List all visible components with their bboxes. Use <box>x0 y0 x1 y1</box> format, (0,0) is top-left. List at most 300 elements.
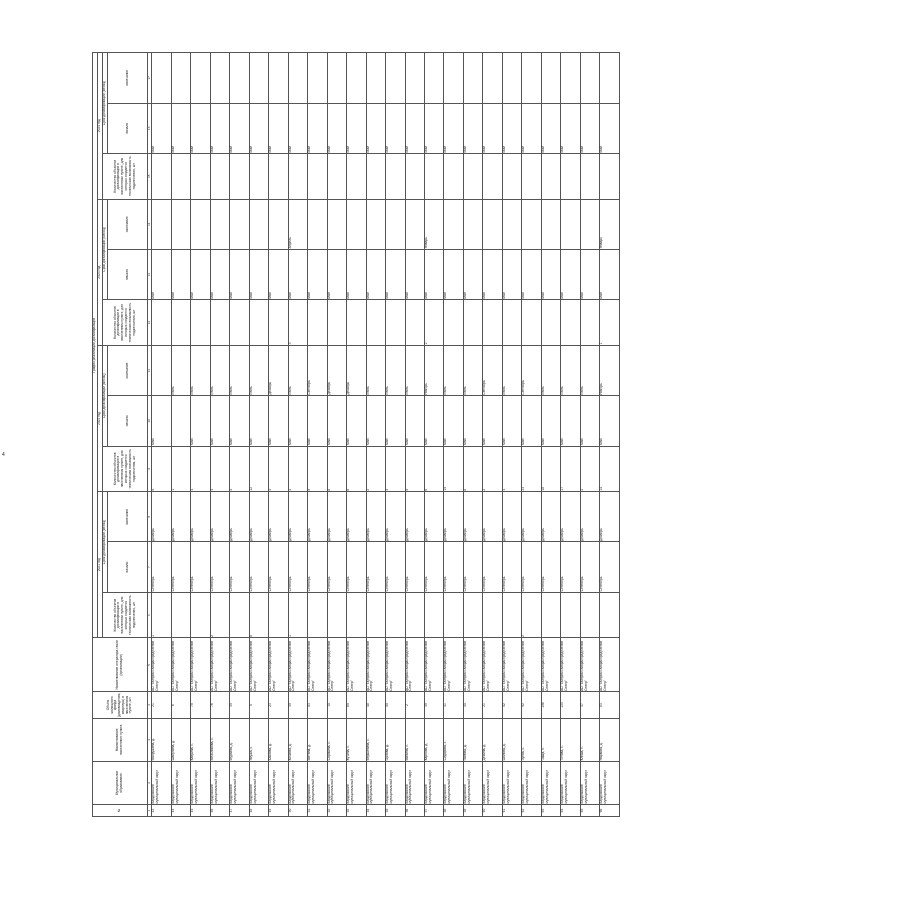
count-2023-cell <box>502 300 521 346</box>
table-row <box>171 53 190 817</box>
end-2023-cell: Январь <box>600 199 620 249</box>
end-2022-cell: Ноябрь <box>424 345 443 395</box>
count-2024-cell <box>288 153 307 199</box>
end-2022-cell: Июнь <box>210 345 229 395</box>
operator-cell: АО "Газпром газораспределение Север" <box>405 638 424 692</box>
count-2023-cell <box>386 300 405 346</box>
count-2024-cell <box>424 153 443 199</box>
operator-cell: АО "Газпром газораспределение Север" <box>327 638 346 692</box>
count-2021-cell <box>405 592 424 638</box>
housing-volume-cell: 30 <box>288 692 307 718</box>
start-2023-cell: Май <box>600 249 620 299</box>
start-2024-cell: Май <box>386 103 405 153</box>
start-2022-cell: Май <box>288 396 307 446</box>
start-2024-cell: Май <box>171 103 190 153</box>
count-2024-cell <box>386 153 405 199</box>
table-row <box>347 53 366 817</box>
housing-volume-cell: 45 <box>463 692 482 718</box>
start-2021-cell: Сентябрь <box>230 542 249 592</box>
count-2021-cell <box>366 592 385 638</box>
count-2022-cell: 8 <box>463 446 482 492</box>
settlement-cell: Баскова, д. <box>269 718 288 761</box>
count-2024-cell <box>269 153 288 199</box>
housing-volume-cell: 55 <box>386 692 405 718</box>
start-2022-cell: Май <box>366 396 385 446</box>
end-2024-cell <box>502 53 521 104</box>
row-number-cell: 43 <box>152 805 171 817</box>
end-2022-cell: Сентябрь <box>522 345 541 395</box>
header-count-2021: Количество объектов догазификации в населенном пункте, для которых создается техническая возможность подключения, шт <box>103 592 148 638</box>
housing-volume-cell: 30 <box>230 692 249 718</box>
start-2024-cell: Май <box>541 103 560 153</box>
end-2022-cell: Сентябрь <box>308 345 327 395</box>
end-2021-cell: Декабрь <box>405 492 424 542</box>
end-2021-cell: Декабрь <box>424 492 443 542</box>
end-2022-cell: Сентябрь <box>483 345 502 395</box>
end-2024-cell <box>444 53 463 104</box>
operator-cell: АО "Газпром газораспределение Север" <box>483 638 502 692</box>
operator-cell: АО "Газпром газораспределение Север" <box>288 638 307 692</box>
start-2023-cell: Май <box>191 249 210 299</box>
settlement-cell: Шилова, д. <box>502 718 521 761</box>
row-number-cell: 50 <box>288 805 307 817</box>
row-number-cell: 63 <box>541 805 560 817</box>
column-number: 5 <box>148 638 152 692</box>
count-2023-cell <box>230 300 249 346</box>
header-year-2023: 2023 год <box>98 199 103 345</box>
housing-volume-cell: 41 <box>444 692 463 718</box>
table-body <box>152 53 620 817</box>
end-2022-cell: Июнь <box>249 345 268 395</box>
end-2023-cell <box>366 199 385 249</box>
start-2022-cell: Май <box>424 396 443 446</box>
municipality-cell: Бердюжский муниципальный округ <box>191 761 210 804</box>
count-2023-cell <box>191 300 210 346</box>
end-2024-cell <box>483 53 502 104</box>
start-2022-cell: Май <box>152 396 171 446</box>
row-number-cell: 55 <box>386 805 405 817</box>
start-2023-cell: Май <box>541 249 560 299</box>
municipality-cell: Бердюжский муниципальный округ <box>366 761 385 804</box>
count-2021-cell <box>308 592 327 638</box>
start-2024-cell: Май <box>600 103 620 153</box>
count-2023-cell <box>308 300 327 346</box>
end-2022-cell: Декабрь <box>269 345 288 395</box>
count-2022-cell: 5 <box>405 446 424 492</box>
operator-cell: АО "Газпром газораспределение Север" <box>541 638 560 692</box>
start-2021-cell: Сентябрь <box>444 542 463 592</box>
end-2024-cell <box>366 53 385 104</box>
row-number-cell: 66 <box>600 805 620 817</box>
count-2023-cell <box>171 300 190 346</box>
header-period-2021: Срок догазификации (месяц) <box>103 492 108 593</box>
start-2023-cell: Май <box>288 249 307 299</box>
start-2021-cell: Сентябрь <box>210 542 229 592</box>
end-2022-cell: Июнь <box>405 345 424 395</box>
count-2021-cell <box>463 592 482 638</box>
start-2023-cell: Май <box>561 249 580 299</box>
operator-cell: АО "Газпром газораспределение Север" <box>522 638 541 692</box>
end-2021-cell: Декабрь <box>444 492 463 542</box>
end-2022-cell: Июнь <box>366 345 385 395</box>
settlement-cell: Мокрушина, д. <box>152 718 171 761</box>
municipality-cell: Бердюжский муниципальный округ <box>288 761 307 804</box>
start-2022-cell: Май <box>269 396 288 446</box>
count-2024-cell <box>600 153 620 199</box>
start-2021-cell: Сентябрь <box>386 542 405 592</box>
count-2024-cell <box>580 153 599 199</box>
start-2022-cell: Май <box>522 396 541 446</box>
column-number: 10 <box>148 396 152 446</box>
settlement-cell: Кочкова, д. <box>288 718 307 761</box>
column-number: 1 <box>148 805 152 817</box>
end-2022-cell: Июнь <box>230 345 249 395</box>
end-2021-cell: Декабрь <box>269 492 288 542</box>
end-2022-cell: Июнь <box>386 345 405 395</box>
count-2023-cell <box>249 300 268 346</box>
start-2021-cell: Сентябрь <box>405 542 424 592</box>
start-2024-cell: Май <box>152 103 171 153</box>
table-row <box>444 53 463 817</box>
row-number-cell: 59 <box>463 805 482 817</box>
count-2022-cell: 15 <box>444 446 463 492</box>
count-2023-cell: 2 <box>424 300 443 346</box>
municipality-cell: Бердюжский муниципальный округ <box>522 761 541 804</box>
start-2023-cell: Май <box>347 249 366 299</box>
start-2023-cell: Май <box>269 249 288 299</box>
end-2021-cell: Декабрь <box>580 492 599 542</box>
start-2024-cell: Май <box>191 103 210 153</box>
table-row <box>580 53 599 817</box>
end-2021-cell: Декабрь <box>152 492 171 542</box>
end-2024-cell <box>230 53 249 104</box>
count-2021-cell <box>171 592 190 638</box>
housing-volume-cell: 79 <box>191 692 210 718</box>
municipality-cell: Бердюжский муниципальный округ <box>502 761 521 804</box>
header-start-2023: начало <box>108 249 148 299</box>
end-2024-cell <box>561 53 580 104</box>
housing-volume-cell: 21 <box>152 692 171 718</box>
row-number-cell: 45 <box>191 805 210 817</box>
end-2021-cell: Декабрь <box>386 492 405 542</box>
start-2024-cell: Май <box>308 103 327 153</box>
start-2024-cell: Май <box>347 103 366 153</box>
end-2023-cell <box>522 199 541 249</box>
end-2024-cell <box>210 53 229 104</box>
start-2021-cell: Сентябрь <box>522 542 541 592</box>
start-2024-cell: Май <box>483 103 502 153</box>
header-start-2021: начало <box>108 542 148 592</box>
settlement-cell: Якуша, с. <box>249 718 268 761</box>
table-row <box>424 53 443 817</box>
count-2022-cell: 23 <box>522 446 541 492</box>
end-2021-cell: Декабрь <box>483 492 502 542</box>
end-2024-cell <box>541 53 560 104</box>
municipality-cell: Бердюжский муниципальный округ <box>210 761 229 804</box>
end-2024-cell <box>600 53 620 104</box>
end-2022-cell: Июнь <box>191 345 210 395</box>
start-2023-cell: Май <box>171 249 190 299</box>
end-2023-cell <box>463 199 482 249</box>
end-2024-cell <box>327 53 346 104</box>
row-number-cell: 47 <box>230 805 249 817</box>
operator-cell: АО "Газпром газораспределение Север" <box>269 638 288 692</box>
start-2024-cell: Май <box>561 103 580 153</box>
end-2023-cell <box>541 199 560 249</box>
start-2021-cell: Сентябрь <box>327 542 346 592</box>
end-2024-cell <box>424 53 443 104</box>
row-number-cell: 56 <box>405 805 424 817</box>
table-row <box>152 53 171 817</box>
end-2021-cell: Декабрь <box>308 492 327 542</box>
row-number-cell: 54 <box>366 805 385 817</box>
start-2022-cell: Май <box>444 396 463 446</box>
count-2024-cell <box>444 153 463 199</box>
start-2023-cell: Май <box>308 249 327 299</box>
column-number: 17 <box>148 53 152 104</box>
end-2023-cell <box>191 199 210 249</box>
header-volume: Объём жилищного фонда (домовладения, квартиры) в населенном пункте, шт. <box>93 692 148 718</box>
end-2021-cell: Декабрь <box>502 492 521 542</box>
operator-cell: АО "Газпром газораспределение Север" <box>366 638 385 692</box>
start-2021-cell: Сентябрь <box>347 542 366 592</box>
end-2023-cell <box>502 199 521 249</box>
count-2021-cell <box>386 592 405 638</box>
end-2024-cell <box>171 53 190 104</box>
municipality-cell: Бердюжский муниципальный округ <box>561 761 580 804</box>
start-2022-cell: Май <box>230 396 249 446</box>
count-2023-cell <box>152 300 171 346</box>
start-2022-cell: Май <box>561 396 580 446</box>
end-2021-cell: Декабрь <box>463 492 482 542</box>
row-number-cell: 61 <box>502 805 521 817</box>
count-2022-cell: 8 <box>347 446 366 492</box>
start-2024-cell: Май <box>463 103 482 153</box>
municipality-cell: Бердюжский муниципальный округ <box>386 761 405 804</box>
municipality-cell: Бердюжский муниципальный округ <box>600 761 620 804</box>
end-2023-cell: Январь <box>424 199 443 249</box>
count-2024-cell <box>327 153 346 199</box>
end-2021-cell: Декабрь <box>171 492 190 542</box>
end-2021-cell: Декабрь <box>522 492 541 542</box>
start-2022-cell: Май <box>541 396 560 446</box>
start-2022-cell: Май <box>249 396 268 446</box>
column-number: 2 <box>148 761 152 804</box>
header-operator: Наименование оператора связи (организации) <box>93 638 148 692</box>
housing-volume-cell: 52 <box>502 692 521 718</box>
start-2021-cell: Сентябрь <box>580 542 599 592</box>
housing-volume-cell: 60 <box>347 692 366 718</box>
count-2021-cell <box>444 592 463 638</box>
start-2024-cell: Май <box>522 103 541 153</box>
start-2022-cell: Май <box>483 396 502 446</box>
start-2023-cell: Май <box>405 249 424 299</box>
start-2022-cell: Май <box>463 396 482 446</box>
start-2022-cell: Май <box>386 396 405 446</box>
row-number-cell: 60 <box>483 805 502 817</box>
housing-volume-cell: 2 <box>405 692 424 718</box>
header-year-2022: 2022 год <box>98 345 103 491</box>
row-number-cell: 49 <box>269 805 288 817</box>
column-number: 11 <box>148 345 152 395</box>
count-2021-cell <box>561 592 580 638</box>
count-2022-cell: 14 <box>600 446 620 492</box>
start-2021-cell: Сентябрь <box>171 542 190 592</box>
header-period-2022: Срок догазификации (месяц) <box>103 345 108 446</box>
column-number: 7 <box>148 542 152 592</box>
count-2024-cell <box>405 153 424 199</box>
operator-cell: АО "Газпром газораспределение Север" <box>561 638 580 692</box>
start-2021-cell: Сентябрь <box>424 542 443 592</box>
end-2021-cell: Декабрь <box>561 492 580 542</box>
settlement-cell: Минина, с. <box>405 718 424 761</box>
end-2023-cell <box>230 199 249 249</box>
municipality-cell: Бердюжский муниципальный округ <box>152 761 171 804</box>
start-2021-cell: Сентябрь <box>152 542 171 592</box>
count-2022-cell: 8 <box>327 446 346 492</box>
municipality-cell: Бердюжский муниципальный округ <box>171 761 190 804</box>
count-2024-cell <box>347 153 366 199</box>
settlement-cell: Митина, д. <box>308 718 327 761</box>
operator-cell: АО "Газпром газораспределение Север" <box>580 638 599 692</box>
header-end-2023: окончание <box>108 199 148 249</box>
municipality-cell: Бердюжский муниципальный округ <box>308 761 327 804</box>
column-number: 6 <box>148 592 152 638</box>
operator-cell: АО "Газпром газораспределение Север" <box>152 638 171 692</box>
end-2023-cell <box>561 199 580 249</box>
count-2022-cell: 12 <box>249 446 268 492</box>
count-2024-cell <box>191 153 210 199</box>
count-2024-cell <box>152 153 171 199</box>
end-2021-cell: Декабрь <box>327 492 346 542</box>
column-number: 9 <box>148 446 152 492</box>
start-2024-cell: Май <box>210 103 229 153</box>
start-2021-cell: Сентябрь <box>541 542 560 592</box>
municipality-cell: Бердюжский муниципальный округ <box>483 761 502 804</box>
end-2022-cell: Июнь <box>463 345 482 395</box>
end-2023-cell <box>386 199 405 249</box>
end-2022-cell: Июнь <box>502 345 521 395</box>
start-2023-cell: Май <box>249 249 268 299</box>
count-2024-cell <box>483 153 502 199</box>
start-2023-cell: Май <box>502 249 521 299</box>
table-row <box>541 53 560 817</box>
header-start-2022: начало <box>108 396 148 446</box>
table-row <box>405 53 424 817</box>
housing-volume-cell: 92 <box>522 692 541 718</box>
end-2023-cell <box>405 199 424 249</box>
table-row <box>561 53 580 817</box>
start-2024-cell: Май <box>502 103 521 153</box>
end-2021-cell: Декабрь <box>600 492 620 542</box>
end-2023-cell <box>327 199 346 249</box>
count-2023-cell <box>580 300 599 346</box>
start-2024-cell: Май <box>288 103 307 153</box>
table-header <box>93 53 152 817</box>
end-2024-cell <box>191 53 210 104</box>
column-number: 13 <box>148 249 152 299</box>
operator-cell: АО "Газпром газораспределение Север" <box>191 638 210 692</box>
end-2021-cell: Декабрь <box>249 492 268 542</box>
settlement-cell: Кучина, с. <box>347 718 366 761</box>
count-2022-cell: 4 <box>288 446 307 492</box>
row-number-cell: 44 <box>171 805 190 817</box>
start-2023-cell: Май <box>366 249 385 299</box>
count-2022-cell: 1 <box>171 446 190 492</box>
column-number: 14 <box>148 199 152 249</box>
count-2021-cell <box>424 592 443 638</box>
settlement-cell: Каврина, с. <box>191 718 210 761</box>
end-2023-cell <box>269 199 288 249</box>
start-2023-cell: Май <box>424 249 443 299</box>
count-2023-cell: 1 <box>600 300 620 346</box>
count-2023-cell <box>366 300 385 346</box>
count-2024-cell <box>502 153 521 199</box>
table-row <box>483 53 502 817</box>
housing-volume-cell: 76 <box>210 692 229 718</box>
count-2022-cell: 2 <box>580 446 599 492</box>
housing-volume-cell: 37 <box>580 692 599 718</box>
municipality-cell: Бердюжский муниципальный округ <box>230 761 249 804</box>
start-2023-cell: Май <box>483 249 502 299</box>
operator-cell: АО "Газпром газораспределение Север" <box>347 638 366 692</box>
count-2024-cell <box>249 153 268 199</box>
table-row <box>230 53 249 817</box>
end-2022-cell <box>152 345 171 395</box>
header-municipality: Муниципальное образование <box>93 761 148 804</box>
operator-cell: АО "Газпром газораспределение Север" <box>463 638 482 692</box>
end-2021-cell: Декабрь <box>230 492 249 542</box>
table-row <box>522 53 541 817</box>
count-2022-cell: 6 <box>424 446 443 492</box>
operator-cell: АО "Газпром газораспределение Север" <box>600 638 620 692</box>
operator-cell: АО "Газпром газораспределение Север" <box>502 638 521 692</box>
count-2021-cell: 1 <box>288 592 307 638</box>
start-2023-cell: Май <box>386 249 405 299</box>
operator-cell: АО "Газпром газораспределение Север" <box>249 638 268 692</box>
start-2023-cell: Май <box>463 249 482 299</box>
count-2023-cell <box>444 300 463 346</box>
housing-volume-cell: 83 <box>308 692 327 718</box>
start-2023-cell: Май <box>152 249 171 299</box>
municipality-cell: Бердюжский муниципальный округ <box>580 761 599 804</box>
count-2022-cell: 4 <box>502 446 521 492</box>
table-row <box>386 53 405 817</box>
count-2021-cell: 2 <box>210 592 229 638</box>
housing-volume-cell: 15 <box>327 692 346 718</box>
start-2022-cell: Май <box>191 396 210 446</box>
count-2021-cell <box>600 592 620 638</box>
operator-cell: АО "Газпром газораспределение Север" <box>386 638 405 692</box>
row-number-cell: 46 <box>210 805 229 817</box>
settlement-cell: Нарвина, д. <box>600 718 620 761</box>
header-count-2023: Количество объектов догазификации в населенном пункте, для которых создается техническая возможность подключения, шт <box>103 300 148 346</box>
header-start-2024: начало <box>108 103 148 153</box>
settlement-cell: Орлова, д. <box>386 718 405 761</box>
end-2022-cell: Июнь <box>561 345 580 395</box>
operator-cell: АО "Газпром газораспределение Север" <box>210 638 229 692</box>
start-2024-cell: Май <box>366 103 385 153</box>
start-2021-cell: Сентябрь <box>269 542 288 592</box>
settlement-cell: Мурзина, д. <box>230 718 249 761</box>
municipality-cell: Бердюжский муниципальный округ <box>424 761 443 804</box>
end-2023-cell <box>580 199 599 249</box>
municipality-cell: Бердюжский муниципальный округ <box>269 761 288 804</box>
start-2023-cell: Май <box>210 249 229 299</box>
end-2022-cell: Июнь <box>288 345 307 395</box>
start-2024-cell: Май <box>405 103 424 153</box>
count-2021-cell <box>580 592 599 638</box>
